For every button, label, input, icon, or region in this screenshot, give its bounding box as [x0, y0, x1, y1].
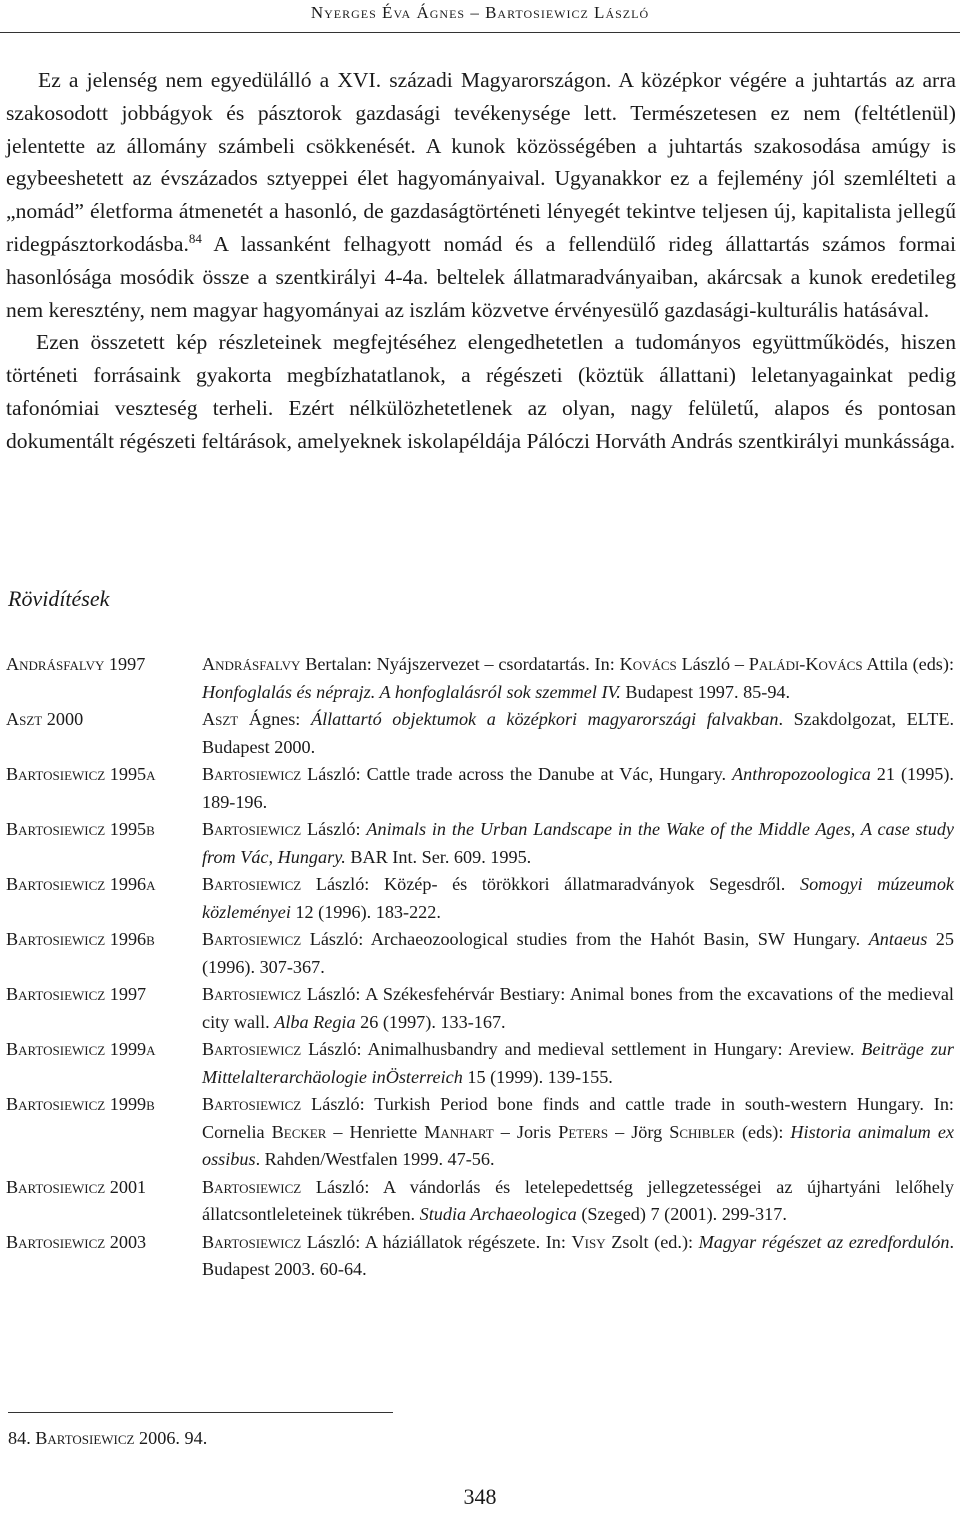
- ref-text: . Budapest 2003. 60-64.: [202, 1231, 954, 1279]
- ref-text: 21 (1995). 189-196.: [202, 764, 954, 812]
- ref-author: Andrásfalvy: [202, 654, 301, 674]
- ref-text: László –: [676, 654, 749, 674]
- reference-key: Aszt 2000: [6, 709, 84, 729]
- footnote-rule: [8, 1412, 393, 1413]
- reference-body: [202, 1229, 954, 1284]
- ref-editor: Manhart: [424, 1121, 494, 1142]
- section-title: Rövidítések: [8, 586, 110, 611]
- footnote: [8, 1428, 207, 1449]
- ref-text: Zsolt (ed.):: [605, 1231, 699, 1252]
- reference-body: [202, 651, 954, 706]
- reference-key: Bartosiewicz 1996a: [6, 874, 156, 894]
- ref-title: Állattartó objektumok a középkori magyarországi falvakban: [310, 709, 779, 729]
- ref-author: Bartosiewicz: [202, 1039, 302, 1059]
- paragraph-1: [6, 64, 956, 326]
- reference-entry: [6, 706, 954, 761]
- ref-text: . Szakdolgozat, ELTE. Budapest 2000.: [202, 709, 954, 757]
- reference-body: [202, 1036, 954, 1091]
- running-head: Nyerges Éva Ágnes – Bartosiewicz László: [310, 3, 650, 22]
- reference-entry: [6, 1036, 954, 1091]
- ref-title: Anthropozoologica: [732, 764, 871, 784]
- ref-text: 26 (1997). 133-167.: [355, 1011, 506, 1032]
- ref-text: 12 (1996). 183-222.: [290, 901, 441, 922]
- reference-body: [202, 926, 954, 981]
- reference-key: Bartosiewicz 1997: [6, 984, 147, 1004]
- ref-title: Historia animalum ex ossibus: [202, 1121, 954, 1169]
- reference-entry: [6, 761, 954, 816]
- ref-text: László: Cattle trade across the Danube at Vác, Hungary.: [301, 764, 733, 784]
- ref-text: Budapest 1997. 85-94.: [620, 681, 791, 702]
- reference-entry: [6, 816, 954, 871]
- ref-title: Beiträge zur Mittelalterarchäologie inÖsterreich: [202, 1039, 954, 1087]
- ref-text: Ágnes:: [238, 709, 311, 729]
- reference-body: [202, 706, 954, 761]
- reference-entry: [6, 651, 954, 706]
- ref-text: László:: [301, 819, 367, 839]
- ref-text: László: Közép- és törökkori állatmaradványok Segesdről.: [301, 874, 800, 894]
- reference-body: [202, 871, 954, 926]
- ref-text: Bertalan: Nyájszervezet – csordatartás. In:: [300, 654, 620, 674]
- reference-key: Bartosiewicz 1999a: [6, 1039, 156, 1059]
- ref-author: Aszt: [202, 709, 239, 729]
- ref-title: Somogyi múzeumok közleményei: [202, 874, 954, 922]
- ref-author: Bartosiewicz: [202, 984, 302, 1004]
- reference-body: [202, 1174, 954, 1229]
- ref-title: Antaeus: [868, 929, 928, 949]
- ref-text: László: Archaeozoological studies from the Hahót Basin, SW Hungary.: [301, 929, 869, 949]
- reference-key: Bartosiewicz 1999b: [6, 1094, 155, 1114]
- ref-author: Bartosiewicz: [202, 1094, 302, 1114]
- reference-body: [202, 816, 954, 871]
- reference-body: [202, 761, 954, 816]
- reference-entry: [6, 1091, 954, 1174]
- paragraph-2: Ezen összetett kép részleteinek megfejtéséhez elengedhetetlen a tudományos együttműködés, hiszen történeti forrásaink gyakorta megbízhatatlanok, a régészeti (köztük állattani) leletanyagainkat pedig tafonómiai veszteség terheli. Ezért nélkülözhetetlenek az olyan, nagy felületű, alapos és pontosan dokumentált régészeti feltárások, amelyeknek iskolapéldája Pálóczi Horváth András szentkirályi munkássága.: [6, 330, 956, 453]
- reference-key: Bartosiewicz 2001: [6, 1176, 147, 1197]
- header-rule: [0, 32, 960, 33]
- reference-entry: [6, 871, 954, 926]
- ref-text: László: Turkish Period bone finds and cattle trade in south-western Hungary. In: Cornelia: [202, 1094, 954, 1142]
- reference-body: [202, 1091, 954, 1174]
- ref-text: László: A háziállatok régészete. In:: [301, 1231, 572, 1252]
- ref-editor: Becker: [271, 1121, 327, 1142]
- ref-editor: Schibler: [669, 1121, 735, 1142]
- ref-text: – Jörg: [608, 1121, 670, 1142]
- ref-editor: Peters: [558, 1121, 609, 1142]
- ref-text: BAR Int. Ser. 609. 1995.: [345, 846, 532, 867]
- footnote-text: 2006. 94.: [134, 1428, 208, 1448]
- ref-text: – Joris: [493, 1121, 559, 1142]
- body-text: [6, 64, 956, 458]
- ref-title: Honfoglalás és néprajz. A honfoglalásról sok szemmel IV.: [202, 681, 621, 702]
- reference-entry: [6, 1229, 954, 1284]
- ref-text: László: Animalhusbandry and medieval settlement in Hungary: Areview.: [301, 1039, 862, 1059]
- ref-text: (Szeged) 7 (2001). 299-317.: [576, 1204, 787, 1224]
- ref-editor: Kovács: [619, 654, 677, 674]
- paragraph-1-part-a: Ez a jelenség nem egyedülálló a XVI. századi Magyarországon. A középkor végére a juhtartás az arra szakosodott jobbágyok és pásztorok gazdasági tevékenysége lett. Természetesen ez nem (feltétlenül) jelentette az állomány számbeli csökkenését. A kunok közösségében a juhtartás szakosodása amúgy is egybeeshetett az évszázados sztyeppei élet hagyományaival. Ugyanakkor ez a fejlemény jól szemlélteti a „nomád” életforma átmenetét a hasonló, de gazdaságtörténeti lényegét tekintve teljesen új, kapitalista jellegű ridegpásztorkodásba.: [6, 68, 956, 256]
- ref-author: Bartosiewicz: [202, 1176, 302, 1197]
- reference-entry: [6, 981, 954, 1036]
- reference-entry: [6, 1174, 954, 1229]
- ref-title: Studia Archaeologica: [419, 1204, 577, 1224]
- ref-title: Magyar régészet az ezredfordulón: [698, 1231, 950, 1252]
- ref-text: (eds):: [734, 1121, 791, 1142]
- ref-author: Bartosiewicz: [202, 874, 302, 894]
- ref-text: Attila (eds):: [862, 654, 954, 674]
- reference-key: Bartosiewicz 1995a: [6, 764, 156, 784]
- ref-title: Animals in the Urban Landscape in the Wake of the Middle Ages, A case study from Vác, Hungary.: [202, 819, 954, 867]
- reference-key: Bartosiewicz 1995b: [6, 819, 155, 839]
- ref-author: Bartosiewicz: [202, 819, 302, 839]
- ref-editor: Paládi-Kovács: [748, 654, 863, 674]
- reference-body: [202, 981, 954, 1036]
- paragraph-1-part-b: A lassanként felhagyott nomád és a fellendülő rideg állattartás számos formai hasonlósága mosódik össze a szentkirályi 4-4a. beltelek állatmaradványaiban, akárcsak a kunok eredetileg nem keresztény, nem magyar hagyományai az iszlám közvetve érvényesülő gazdasági-kulturális hatásával.: [6, 231, 956, 322]
- page-number: 348: [463, 1484, 497, 1509]
- reference-key: Andrásfalvy 1997: [6, 654, 146, 674]
- ref-text: 25 (1996). 307-367.: [202, 929, 954, 977]
- ref-title: Alba Regia: [274, 1011, 356, 1032]
- reference-list: [6, 651, 954, 1284]
- ref-author: Bartosiewicz: [202, 1231, 302, 1252]
- ref-text: . Rahden/Westfalen 1999. 47-56.: [255, 1149, 495, 1169]
- ref-text: – Henriette: [326, 1121, 425, 1142]
- ref-text: László: A vándorlás és letelepedettség jellegzetességei az újhartyáni lelőhely állatcsontleleteinek tükrében.: [202, 1176, 954, 1224]
- footnote-author: Bartosiewicz: [35, 1428, 135, 1448]
- footnote-number: 84.: [8, 1428, 31, 1448]
- reference-key: Bartosiewicz 1996b: [6, 929, 155, 949]
- ref-text: 15 (1999). 139-155.: [462, 1066, 613, 1087]
- ref-editor: Visy: [571, 1231, 606, 1252]
- reference-entry: [6, 926, 954, 981]
- ref-author: Bartosiewicz: [202, 929, 302, 949]
- reference-key: Bartosiewicz 2003: [6, 1231, 147, 1252]
- ref-author: Bartosiewicz: [202, 764, 302, 784]
- footnote-marker[interactable]: 84: [188, 230, 202, 246]
- ref-text: László: A Székesfehérvár Bestiary: Animal bones from the excavations of the medieval city wall.: [202, 984, 954, 1032]
